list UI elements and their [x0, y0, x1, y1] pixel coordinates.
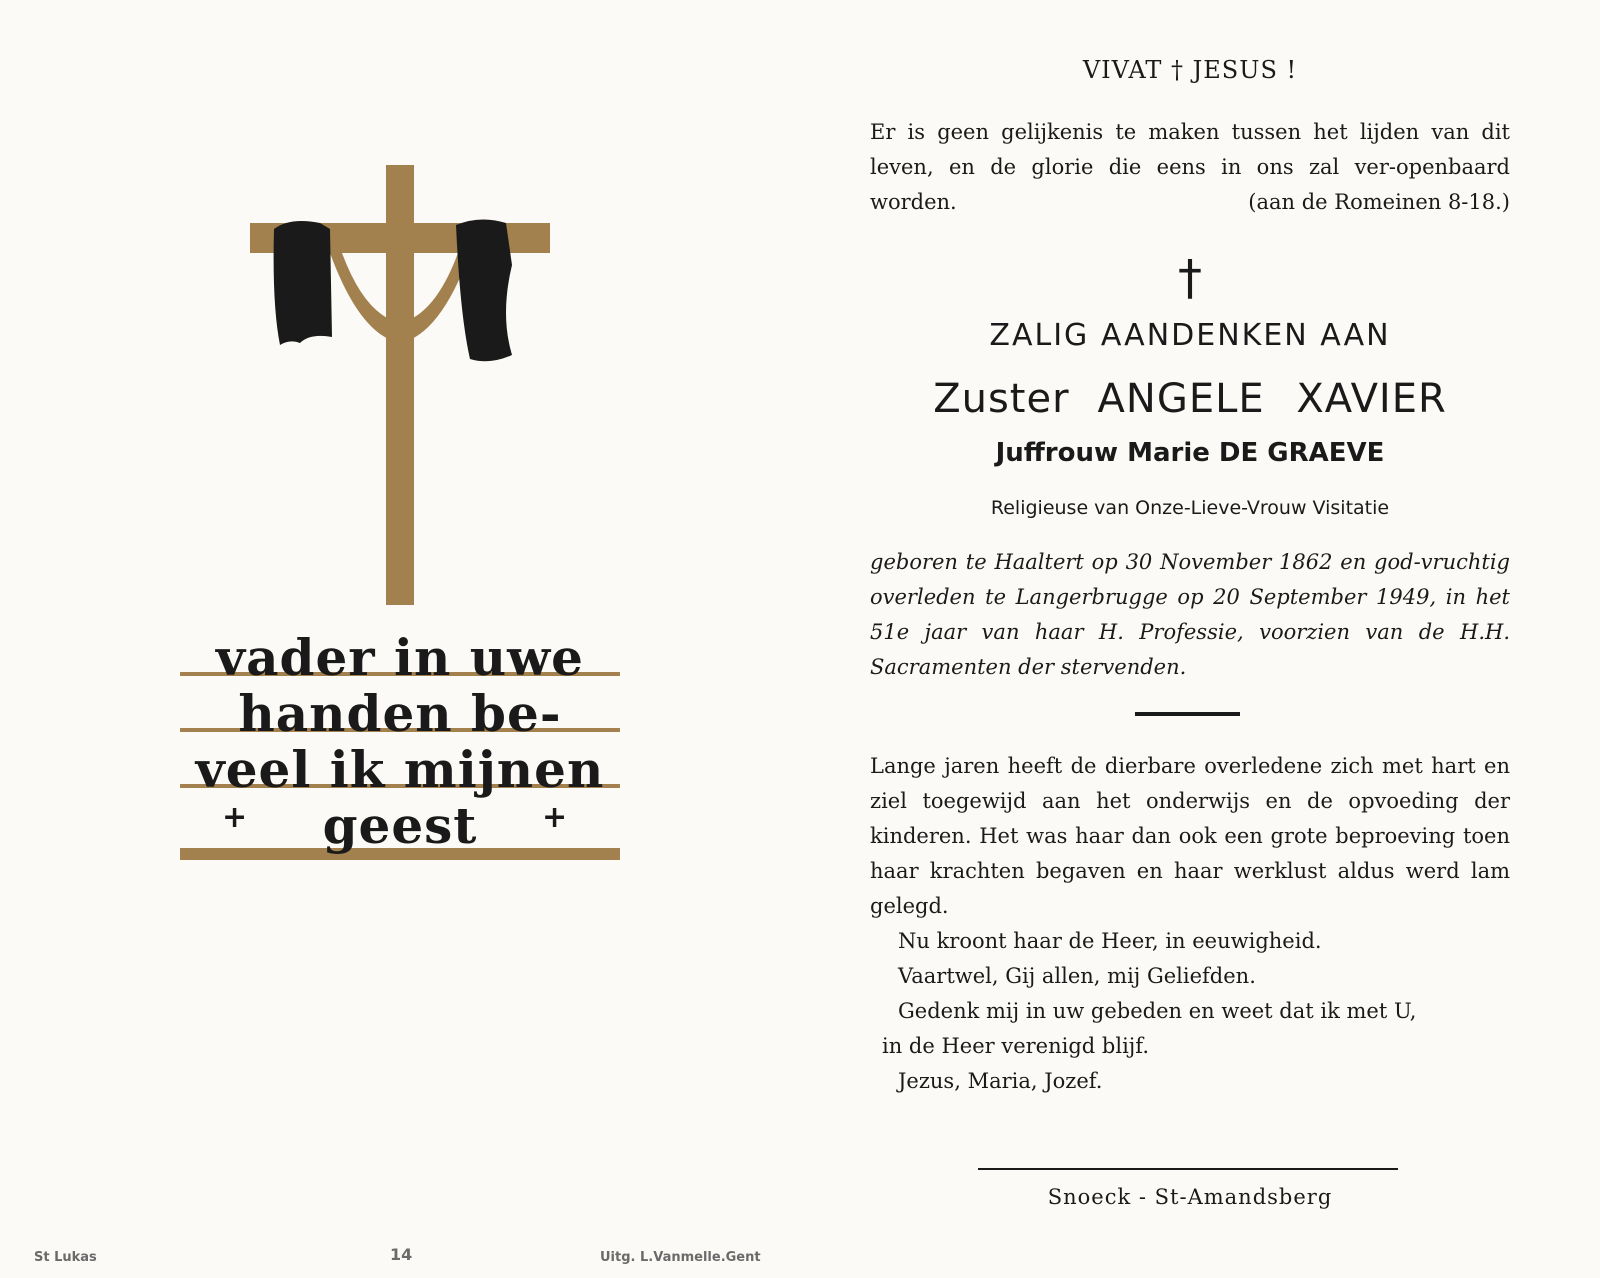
eulogy-text: Lange jaren heeft de dierbare overledene zich met hart en ziel toegewijd aan het onderwijs en de opvoeding der kinderen. Het was haar dan ook een grote beproeving toen haar krachten begaven en haar werklust aldus werd lam gelegd.: [870, 754, 1510, 918]
cross-icon: †: [1178, 250, 1202, 306]
publisher-right: Uitg. L.Vanmelle.Gent: [600, 1250, 761, 1265]
divider-long: [978, 1168, 1398, 1170]
printer-credit: Snoeck - St-Amandsberg: [1047, 1185, 1333, 1209]
religious-order: Religieuse van Onze-Lieve-Vrouw Visitatie: [990, 497, 1390, 519]
eulogy-line-3: Gedenk mij in uw gebeden en weet dat ik met U,: [898, 999, 1417, 1023]
cross-mark-right: +: [542, 800, 568, 835]
eulogy-line-2: Vaartwel, Gij allen, mij Geliefden.: [898, 964, 1256, 988]
page-number: 14: [390, 1245, 413, 1264]
publisher-left: St Lukas: [34, 1250, 97, 1265]
motto-line-3: veel ik mijnen: [195, 740, 605, 799]
civil-name: Juffrouw Marie DE GRAEVE: [995, 438, 1385, 468]
name-prefix: Zuster: [933, 376, 1070, 422]
cross-with-shroud-icon: [250, 165, 570, 605]
eulogy-line-4: in de Heer verenigd blijf.: [882, 1034, 1149, 1058]
divider-short: [1135, 712, 1240, 716]
eulogy-line-1: Nu kroont haar de Heer, in eeuwigheid.: [898, 929, 1322, 953]
scripture-quote: [870, 115, 1510, 220]
quote-reference: (aan de Romeinen 8-18.): [1248, 190, 1510, 214]
memorial-heading: ZALIG AANDENKEN AAN: [989, 318, 1391, 353]
vivat-heading: VIVAT † JESUS !: [1082, 56, 1298, 84]
motto-line-1: vader in uwe: [216, 628, 584, 687]
eulogy-section: [870, 749, 1510, 1099]
motto-line-4: geest: [322, 796, 478, 855]
birth-death-text: geboren te Haaltert op 30 November 1862 en god-vruchtig overleden te Langerbrugge op 20 September 1949, in het 51e jaar van haar H. Professie, voorzien van de H.H. Sacramenten der stervenden.: [870, 550, 1510, 679]
eulogy-line-5: Jezus, Maria, Jozef.: [898, 1069, 1103, 1093]
cross-mark-left: +: [222, 800, 248, 835]
name-caps: ANGELE XAVIER: [1097, 376, 1447, 422]
motto-line-2: handen be-: [238, 684, 562, 743]
religious-name: [870, 376, 1510, 422]
quote-text: Er is geen gelijkenis te maken tussen het lijden van dit leven, en de glorie die eens in ons zal ver-openbaard worden.: [870, 120, 1510, 214]
